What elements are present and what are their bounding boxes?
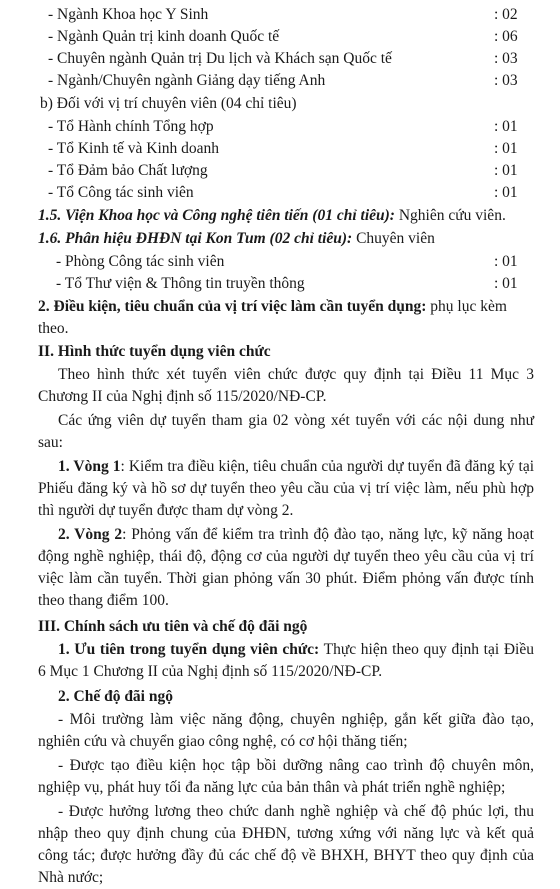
benefit-item: - Môi trường làm việc năng động, chuyên nghiệp, gắn kết giữa đào tạo, nghiên cứu và chuyển giao công nghệ, có cơ hội thăng tiến; — [38, 711, 534, 750]
row-list-3 — [38, 251, 534, 295]
benefit-item: - Được tạo điều kiện học tập bồi dưỡng nâng cao trình độ chuyên môn, nghiệp vụ, phát huy tối đa năng lực của bản thân và phát triển nghề nghiệp; — [38, 757, 534, 796]
list-item: - Chuyên ngành Quản trị Du lịch và Khách sạn Quốc tế : 03 — [48, 50, 518, 67]
paragraph: Theo hình thức xét tuyển viên chức được quy định tại Điều 11 Mục 3 Chương II của Nghị định số 115/2020/NĐ-CP. — [38, 366, 534, 405]
list-item: - Ngành Quản trị kinh doanh Quốc tế : 06 — [48, 28, 518, 45]
section-1-6: 1.6. Phân hiệu ĐHĐN tại Kon Tum (02 chỉ tiêu): Chuyên viên — [38, 230, 435, 247]
list-item: - Ngành/Chuyên ngành Giảng dạy tiếng Anh : 03 — [48, 72, 518, 89]
row-list-2 — [38, 116, 534, 204]
priority-paragraph: 1. Ưu tiên trong tuyển dụng viên chức: Thực hiện theo quy định tại Điều 6 Mục 1 Chương II của Nghị định số 115/2020/NĐ-CP. — [38, 641, 534, 680]
list-item: - Tổ Hành chính Tổng hợp : 01 — [48, 118, 518, 135]
benefit-item: - Được hưởng lương theo chức danh nghề nghiệp và chế độ phúc lợi, thu nhập theo quy định chung của ĐHĐN, tương xứng với năng lực và kết quả công tác; được hưởng đầy đủ các chế độ về BHXH, BHYT theo quy định của Nhà nước; — [38, 803, 534, 886]
round-2-paragraph: 2. Vòng 2: Phỏng vấn để kiểm tra trình độ đào tạo, năng lực, kỹ năng hoạt động nghề nghiệp, thái độ, động cơ của người dự tuyển theo yêu cầu của vị trí việc làm cần tuyển. Thời gian phỏng vấn 30 phút. Điểm phỏng vấn được tính theo thang điểm 100. — [38, 526, 534, 609]
list-item: - Ngành Khoa học Y Sinh : 02 — [48, 6, 518, 23]
row-list-1 — [38, 4, 534, 92]
round-1-paragraph: 1. Vòng 1: Kiểm tra điều kiện, tiêu chuẩn của người dự tuyển đã đăng ký tại Phiếu đăng ký và hồ sơ dự tuyển theo yêu cầu của vị trí việc làm, nếu phù hợp thì người dự tuyển được tham dự vòng 2. — [38, 458, 534, 519]
heading-benefits: 2. Chế độ đãi ngộ — [58, 688, 173, 705]
list-item: - Phòng Công tác sinh viên : 01 — [56, 253, 518, 270]
paragraph: Các ứng viên dự tuyển tham gia 02 vòng xét tuyển với các nội dung như sau: — [38, 412, 534, 451]
heading-section-ii: II. Hình thức tuyển dụng viên chức — [38, 343, 271, 360]
section-2-conditions: 2. Điều kiện, tiêu chuẩn của vị trí việc làm cần tuyển dụng: phụ lục kèm theo. — [38, 298, 507, 337]
list-item: - Tổ Công tác sinh viên : 01 — [48, 184, 518, 201]
list-item: - Tổ Kinh tế và Kinh doanh : 01 — [48, 140, 518, 157]
heading-section-iii: III. Chính sách ưu tiên và chế độ đãi ngộ — [38, 618, 308, 635]
list-item: - Tổ Đảm bảo Chất lượng : 01 — [48, 162, 518, 179]
b-heading: b) Đối với vị trí chuyên viên (04 chỉ tiêu) — [40, 95, 297, 112]
list-item: - Tổ Thư viện & Thông tin truyền thông : 01 — [56, 275, 518, 292]
section-1-5: 1.5. Viện Khoa học và Công nghệ tiên tiến (01 chỉ tiêu): Nghiên cứu viên. — [38, 207, 506, 224]
